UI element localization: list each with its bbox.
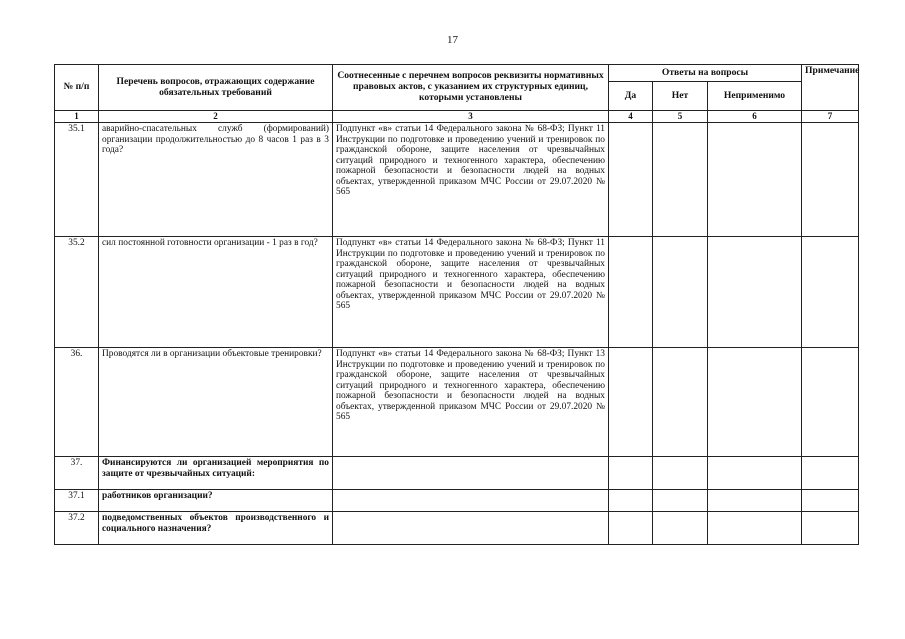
header-yes: Да — [609, 82, 653, 111]
row-question: сил постоянной готовности организации - 1 раз в год? — [99, 237, 333, 348]
header-na: Неприменимо — [708, 82, 802, 111]
answer-no-cell[interactable] — [653, 348, 708, 457]
row-question: аварийно-спасательных служб (формирований) организации продолжительностью до 8 часов 1 раз в 3 года? — [99, 123, 333, 237]
row-question: подведомственных объектов производственного и социального назначения? — [99, 512, 333, 545]
header-note: Примечание — [802, 65, 859, 111]
row-reference: Подпункт «в» статьи 14 Федерального закона № 68-ФЗ; Пункт 13 Инструкции по подготовке и проведению учений и тренировок по гражданской обороне, защите населения от чрезвычайных ситуаций природного и техногенного характера, обеспечению пожарной безопасности и безопасности людей на водных объектах, утвержденной приказом МЧС России от 29.07.2020 № 565 — [333, 348, 609, 457]
note-cell[interactable] — [802, 512, 859, 545]
row-number: 37.2 — [55, 512, 99, 545]
column-number-row — [55, 111, 859, 123]
row-number: 35.2 — [55, 237, 99, 348]
table-row — [55, 123, 859, 237]
colnum-4: 4 — [609, 111, 653, 123]
answer-na-cell[interactable] — [708, 512, 802, 545]
answer-na-cell[interactable] — [708, 457, 802, 490]
note-cell[interactable] — [802, 457, 859, 490]
row-reference — [333, 490, 609, 512]
row-question: работников организации? — [99, 490, 333, 512]
note-cell[interactable] — [802, 490, 859, 512]
answer-no-cell[interactable] — [653, 123, 708, 237]
note-cell[interactable] — [802, 123, 859, 237]
colnum-2: 2 — [99, 111, 333, 123]
answer-na-cell[interactable] — [708, 348, 802, 457]
answer-no-cell[interactable] — [653, 237, 708, 348]
header-answers: Ответы на вопросы — [609, 65, 802, 82]
colnum-5: 5 — [653, 111, 708, 123]
answer-yes-cell[interactable] — [609, 512, 653, 545]
table-row — [55, 490, 859, 512]
colnum-3: 3 — [333, 111, 609, 123]
page-number: 17 — [447, 34, 458, 46]
answer-yes-cell[interactable] — [609, 237, 653, 348]
note-cell[interactable] — [802, 237, 859, 348]
header-reference: Соотнесенные с перечнем вопросов реквизиты нормативных правовых актов, с указанием их структурных единиц, которыми установлены — [333, 65, 609, 111]
answer-no-cell[interactable] — [653, 512, 708, 545]
requirements-table — [54, 64, 859, 545]
table-row — [55, 348, 859, 457]
table-row — [55, 237, 859, 348]
row-question: Финансируются ли организацией мероприятия по защите от чрезвычайных ситуаций: — [99, 457, 333, 490]
colnum-6: 6 — [708, 111, 802, 123]
answer-na-cell[interactable] — [708, 123, 802, 237]
answer-na-cell[interactable] — [708, 490, 802, 512]
colnum-7: 7 — [802, 111, 859, 123]
answer-yes-cell[interactable] — [609, 123, 653, 237]
answer-no-cell[interactable] — [653, 457, 708, 490]
row-number: 35.1 — [55, 123, 99, 237]
header-row — [55, 65, 859, 82]
answer-yes-cell[interactable] — [609, 348, 653, 457]
header-num: № п/п — [55, 65, 99, 111]
row-question: Проводятся ли в организации объектовые тренировки? — [99, 348, 333, 457]
answer-no-cell[interactable] — [653, 490, 708, 512]
colnum-1: 1 — [55, 111, 99, 123]
note-cell[interactable] — [802, 348, 859, 457]
header-question: Перечень вопросов, отражающих содержание обязательных требований — [99, 65, 333, 111]
header-no: Нет — [653, 82, 708, 111]
table-row — [55, 512, 859, 545]
row-reference — [333, 512, 609, 545]
answer-yes-cell[interactable] — [609, 490, 653, 512]
row-reference: Подпункт «в» статьи 14 Федерального закона № 68-ФЗ; Пункт 11 Инструкции по подготовке и проведению учений и тренировок по гражданской обороне, защите населения от чрезвычайных ситуаций природного и техногенного характера, обеспечению пожарной безопасности и безопасности людей на водных объектах, утвержденной приказом МЧС России от 29.07.2020 № 565 — [333, 123, 609, 237]
row-reference — [333, 457, 609, 490]
row-number: 36. — [55, 348, 99, 457]
row-number: 37.1 — [55, 490, 99, 512]
answer-yes-cell[interactable] — [609, 457, 653, 490]
answer-na-cell[interactable] — [708, 237, 802, 348]
row-reference: Подпункт «в» статьи 14 Федерального закона № 68-ФЗ; Пункт 11 Инструкции по подготовке и проведению учений и тренировок по гражданской обороне, защите населения от чрезвычайных ситуаций природного и техногенного характера, обеспечению пожарной безопасности и безопасности людей на водных объектах, утвержденной приказом МЧС России от 29.07.2020 № 565 — [333, 237, 609, 348]
table-row — [55, 457, 859, 490]
row-number: 37. — [55, 457, 99, 490]
